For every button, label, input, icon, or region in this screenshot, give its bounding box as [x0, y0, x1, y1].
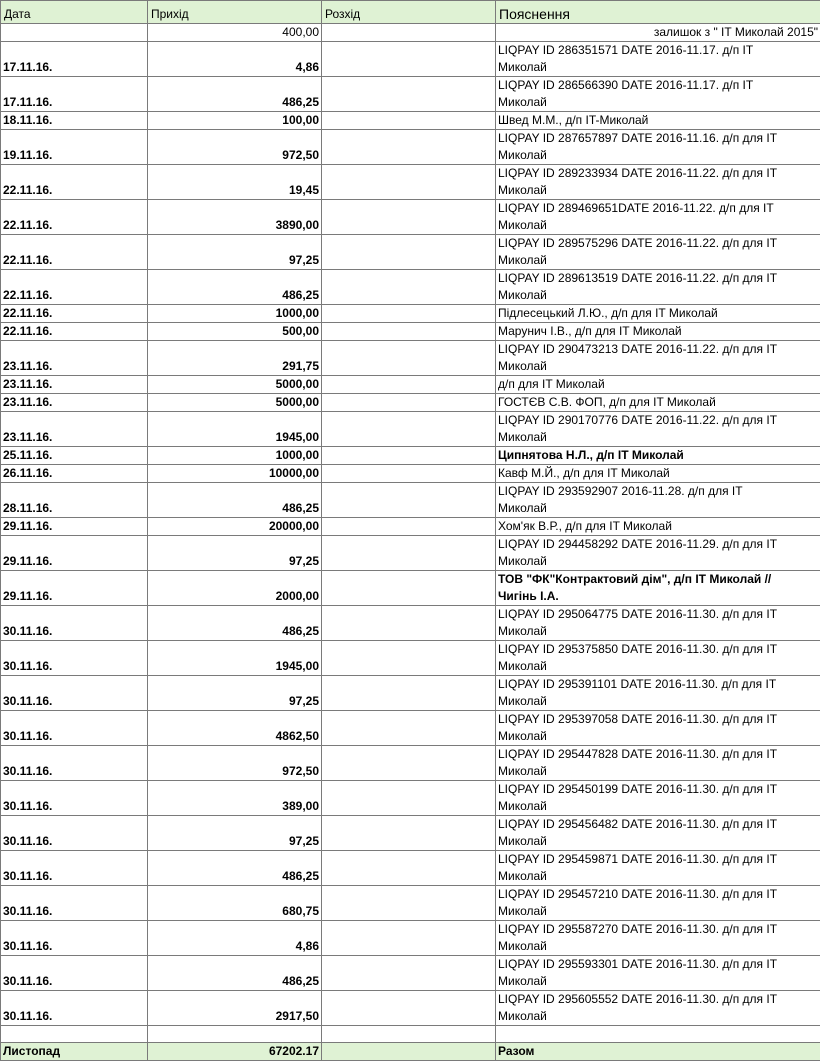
- date-cell[interactable]: 23.11.16.: [1, 394, 148, 412]
- date-cell[interactable]: 30.11.16.: [1, 886, 148, 921]
- income-cell[interactable]: 400,00: [148, 24, 322, 42]
- income-cell[interactable]: 2917,50: [148, 991, 322, 1026]
- expense-cell[interactable]: [322, 641, 496, 676]
- income-cell[interactable]: 5000,00: [148, 394, 322, 412]
- description-cell[interactable]: д/п для IT Миколай: [496, 376, 820, 394]
- expense-cell[interactable]: [322, 921, 496, 956]
- expense-cell[interactable]: [322, 483, 496, 518]
- income-cell[interactable]: 486,25: [148, 270, 322, 305]
- table-row: [1, 447, 820, 465]
- income-cell[interactable]: 4862,50: [148, 711, 322, 746]
- expense-cell[interactable]: [322, 746, 496, 781]
- description-cell[interactable]: LIQPAY ID 293592907 2016-11.28. д/п для IT Миколай: [496, 483, 820, 518]
- table-row: [1, 394, 820, 412]
- table-row: [1, 235, 820, 270]
- description-cell[interactable]: LIQPAY ID 286566390 DATE 2016-11.17. д/п IT Миколай: [496, 77, 820, 112]
- expense-cell[interactable]: [322, 165, 496, 200]
- expense-cell[interactable]: [322, 886, 496, 921]
- table-row: [1, 24, 820, 42]
- table-row: [1, 921, 820, 956]
- table-row: [1, 571, 820, 606]
- expense-cell[interactable]: [322, 412, 496, 447]
- description-cell[interactable]: LIQPAY ID 295587270 DATE 2016-11.30. д/п для IT Миколай: [496, 921, 820, 956]
- description-cell[interactable]: ТОВ "ФК"Контрактовий дім", д/п IT Миколай // Чигінь І.А.: [496, 571, 820, 606]
- date-cell[interactable]: 30.11.16.: [1, 711, 148, 746]
- income-cell[interactable]: 291,75: [148, 341, 322, 376]
- income-cell[interactable]: 680,75: [148, 886, 322, 921]
- table-row: [1, 746, 820, 781]
- expense-cell[interactable]: [322, 851, 496, 886]
- date-cell[interactable]: [1, 1026, 148, 1043]
- expense-cell[interactable]: [322, 1026, 496, 1043]
- description-cell[interactable]: LIQPAY ID 289575296 DATE 2016-11.22. д/п для IT Миколай: [496, 235, 820, 270]
- description-cell[interactable]: LIQPAY ID 294458292 DATE 2016-11.29. д/п для IT Миколай: [496, 536, 820, 571]
- date-cell[interactable]: 22.11.16.: [1, 305, 148, 323]
- income-cell[interactable]: 389,00: [148, 781, 322, 816]
- table-row: [1, 886, 820, 921]
- column-header-description[interactable]: Пояснення: [496, 1, 820, 24]
- date-cell[interactable]: 22.11.16.: [1, 165, 148, 200]
- table-row: [1, 816, 820, 851]
- date-cell[interactable]: 22.11.16.: [1, 200, 148, 235]
- table-row: [1, 641, 820, 676]
- description-cell[interactable]: LIQPAY ID 295064775 DATE 2016-11.30. д/п для IT Миколай: [496, 606, 820, 641]
- description-cell[interactable]: LIQPAY ID 289233934 DATE 2016-11.22. д/п для IT Миколай: [496, 165, 820, 200]
- table-row: [1, 42, 820, 77]
- expense-cell[interactable]: [322, 235, 496, 270]
- table-row: [1, 851, 820, 886]
- description-cell[interactable]: LIQPAY ID 295447828 DATE 2016-11.30. д/п для IT Миколай: [496, 746, 820, 781]
- description-cell[interactable]: LIQPAY ID 295450199 DATE 2016-11.30. д/п для IT Миколай: [496, 781, 820, 816]
- date-cell[interactable]: 22.11.16.: [1, 270, 148, 305]
- description-cell[interactable]: LIQPAY ID 295391101 DATE 2016-11.30. д/п для IT Миколай: [496, 676, 820, 711]
- date-cell[interactable]: 30.11.16.: [1, 676, 148, 711]
- description-cell[interactable]: LIQPAY ID 289469651DATE 2016-11.22. д/п для IT Миколай: [496, 200, 820, 235]
- description-cell[interactable]: LIQPAY ID 295605552 DATE 2016-11.30. д/п для IT Миколай: [496, 991, 820, 1026]
- date-cell[interactable]: 17.11.16.: [1, 42, 148, 77]
- expense-cell[interactable]: [322, 42, 496, 77]
- description-cell[interactable]: Підлесецький Л.Ю., д/п для IT Миколай: [496, 305, 820, 323]
- expense-cell[interactable]: [322, 991, 496, 1026]
- description-cell[interactable]: LIQPAY ID 295459871 DATE 2016-11.30. д/п для IT Миколай: [496, 851, 820, 886]
- date-cell[interactable]: 30.11.16.: [1, 991, 148, 1026]
- table-row: [1, 323, 820, 341]
- expense-cell[interactable]: [322, 77, 496, 112]
- description-cell[interactable]: Швед М.М., д/п IT-Миколай: [496, 112, 820, 130]
- table-row: [1, 77, 820, 112]
- description-cell[interactable]: LIQPAY ID 295397058 DATE 2016-11.30. д/п для IT Миколай: [496, 711, 820, 746]
- date-cell[interactable]: 30.11.16.: [1, 921, 148, 956]
- date-cell[interactable]: 29.11.16.: [1, 518, 148, 536]
- expense-cell[interactable]: [322, 606, 496, 641]
- date-cell[interactable]: 25.11.16.: [1, 447, 148, 465]
- date-cell[interactable]: 29.11.16.: [1, 571, 148, 606]
- total-label-cell[interactable]: Листопад: [1, 1043, 148, 1061]
- column-header-expense[interactable]: Розхід: [322, 1, 496, 24]
- description-cell[interactable]: LIQPAY ID 290473213 DATE 2016-11.22. д/п для IT Миколай: [496, 341, 820, 376]
- expense-cell[interactable]: [322, 130, 496, 165]
- expense-cell[interactable]: [322, 781, 496, 816]
- date-cell[interactable]: 30.11.16.: [1, 851, 148, 886]
- income-cell[interactable]: 97,25: [148, 235, 322, 270]
- date-cell[interactable]: 26.11.16.: [1, 465, 148, 483]
- date-cell[interactable]: 28.11.16.: [1, 483, 148, 518]
- expense-cell[interactable]: [322, 376, 496, 394]
- income-cell[interactable]: [148, 1026, 322, 1043]
- income-cell[interactable]: 1945,00: [148, 412, 322, 447]
- income-cell[interactable]: 100,00: [148, 112, 322, 130]
- expense-cell[interactable]: [322, 323, 496, 341]
- date-cell[interactable]: 19.11.16.: [1, 130, 148, 165]
- date-cell[interactable]: 23.11.16.: [1, 412, 148, 447]
- income-cell[interactable]: 486,25: [148, 956, 322, 991]
- date-cell[interactable]: 30.11.16.: [1, 746, 148, 781]
- table-row: [1, 1026, 820, 1043]
- date-cell[interactable]: 30.11.16.: [1, 641, 148, 676]
- date-cell[interactable]: 30.11.16.: [1, 816, 148, 851]
- expense-cell[interactable]: [322, 447, 496, 465]
- table-row: [1, 112, 820, 130]
- description-cell[interactable]: LIQPAY ID 290170776 DATE 2016-11.22. д/п для IT Миколай: [496, 412, 820, 447]
- expense-cell[interactable]: [322, 676, 496, 711]
- description-cell[interactable]: Кавф М.Й., д/п для IT Миколай: [496, 465, 820, 483]
- description-cell[interactable]: LIQPAY ID 289613519 DATE 2016-11.22. д/п для IT Миколай: [496, 270, 820, 305]
- description-cell[interactable]: залишок з " IT Миколай 2015": [496, 24, 820, 42]
- description-cell[interactable]: LIQPAY ID 287657897 DATE 2016-11.16. д/п для IT Миколай: [496, 130, 820, 165]
- table-row: [1, 518, 820, 536]
- description-cell[interactable]: LIQPAY ID 295457210 DATE 2016-11.30. д/п для IT Миколай: [496, 886, 820, 921]
- description-cell[interactable]: Хом'як В.Р., д/п для IT Миколай: [496, 518, 820, 536]
- table-row: [1, 165, 820, 200]
- table-row: [1, 991, 820, 1026]
- expense-cell[interactable]: [322, 465, 496, 483]
- date-cell[interactable]: [1, 24, 148, 42]
- income-cell[interactable]: 97,25: [148, 676, 322, 711]
- table-row: [1, 270, 820, 305]
- table-row: [1, 606, 820, 641]
- table-row: [1, 676, 820, 711]
- date-cell[interactable]: 30.11.16.: [1, 956, 148, 991]
- date-cell[interactable]: 22.11.16.: [1, 323, 148, 341]
- expense-cell[interactable]: [322, 956, 496, 991]
- expense-cell[interactable]: [322, 270, 496, 305]
- table-row: [1, 465, 820, 483]
- income-cell[interactable]: 972,50: [148, 130, 322, 165]
- income-cell[interactable]: 97,25: [148, 536, 322, 571]
- table-row: [1, 711, 820, 746]
- income-cell[interactable]: 1000,00: [148, 447, 322, 465]
- header-row: [1, 1, 820, 24]
- income-cell[interactable]: 5000,00: [148, 376, 322, 394]
- date-cell[interactable]: 22.11.16.: [1, 235, 148, 270]
- expense-cell[interactable]: [322, 711, 496, 746]
- column-header-date[interactable]: Дата: [1, 1, 148, 24]
- income-cell[interactable]: 486,25: [148, 77, 322, 112]
- expense-cell[interactable]: [322, 394, 496, 412]
- table-row: [1, 130, 820, 165]
- income-cell[interactable]: 4,86: [148, 42, 322, 77]
- total-expense-cell[interactable]: [322, 1043, 496, 1061]
- expense-cell[interactable]: [322, 200, 496, 235]
- table-row: [1, 536, 820, 571]
- description-cell[interactable]: LIQPAY ID 295375850 DATE 2016-11.30. д/п для IT Миколай: [496, 641, 820, 676]
- income-cell[interactable]: 19,45: [148, 165, 322, 200]
- income-cell[interactable]: 10000,00: [148, 465, 322, 483]
- income-cell[interactable]: 972,50: [148, 746, 322, 781]
- table-row: [1, 200, 820, 235]
- income-cell[interactable]: 2000,00: [148, 571, 322, 606]
- table-row: [1, 956, 820, 991]
- income-cell[interactable]: 500,00: [148, 323, 322, 341]
- income-cell[interactable]: 1000,00: [148, 305, 322, 323]
- total-income-cell[interactable]: 67202.17: [148, 1043, 322, 1061]
- expense-cell[interactable]: [322, 305, 496, 323]
- column-header-income[interactable]: Прихід: [148, 1, 322, 24]
- expense-cell[interactable]: [322, 112, 496, 130]
- date-cell[interactable]: 18.11.16.: [1, 112, 148, 130]
- description-cell[interactable]: LIQPAY ID 295593301 DATE 2016-11.30. д/п для IT Миколай: [496, 956, 820, 991]
- description-cell[interactable]: LIQPAY ID 286351571 DATE 2016-11.17. д/п IT Миколай: [496, 42, 820, 77]
- date-cell[interactable]: 23.11.16.: [1, 376, 148, 394]
- table-row: [1, 483, 820, 518]
- date-cell[interactable]: 30.11.16.: [1, 606, 148, 641]
- table-row: [1, 305, 820, 323]
- description-cell[interactable]: LIQPAY ID 295456482 DATE 2016-11.30. д/п для IT Миколай: [496, 816, 820, 851]
- table-row: [1, 781, 820, 816]
- expense-cell[interactable]: [322, 24, 496, 42]
- date-cell[interactable]: 23.11.16.: [1, 341, 148, 376]
- ledger-body: [1, 24, 820, 1043]
- description-cell[interactable]: [496, 1026, 820, 1043]
- date-cell[interactable]: 29.11.16.: [1, 536, 148, 571]
- income-cell[interactable]: 486,25: [148, 606, 322, 641]
- expense-cell[interactable]: [322, 571, 496, 606]
- date-cell[interactable]: 30.11.16.: [1, 781, 148, 816]
- total-row: [1, 1043, 820, 1061]
- income-cell[interactable]: 3890,00: [148, 200, 322, 235]
- table-row: [1, 341, 820, 376]
- expense-cell[interactable]: [322, 816, 496, 851]
- table-row: [1, 376, 820, 394]
- description-cell[interactable]: Марунич І.В., д/п для IT Миколай: [496, 323, 820, 341]
- table-row: [1, 412, 820, 447]
- income-cell[interactable]: 486,25: [148, 483, 322, 518]
- expense-cell[interactable]: [322, 536, 496, 571]
- expense-cell[interactable]: [322, 518, 496, 536]
- total-description-cell[interactable]: Разом: [496, 1043, 820, 1061]
- income-cell[interactable]: 4,86: [148, 921, 322, 956]
- description-cell[interactable]: Ципнятова Н.Л., д/п IT Миколай: [496, 447, 820, 465]
- income-cell[interactable]: 1945,00: [148, 641, 322, 676]
- income-cell[interactable]: 486,25: [148, 851, 322, 886]
- income-cell[interactable]: 97,25: [148, 816, 322, 851]
- expense-cell[interactable]: [322, 341, 496, 376]
- income-cell[interactable]: 20000,00: [148, 518, 322, 536]
- date-cell[interactable]: 17.11.16.: [1, 77, 148, 112]
- description-cell[interactable]: ГОСТЄВ С.В. ФОП, д/п для IT Миколай: [496, 394, 820, 412]
